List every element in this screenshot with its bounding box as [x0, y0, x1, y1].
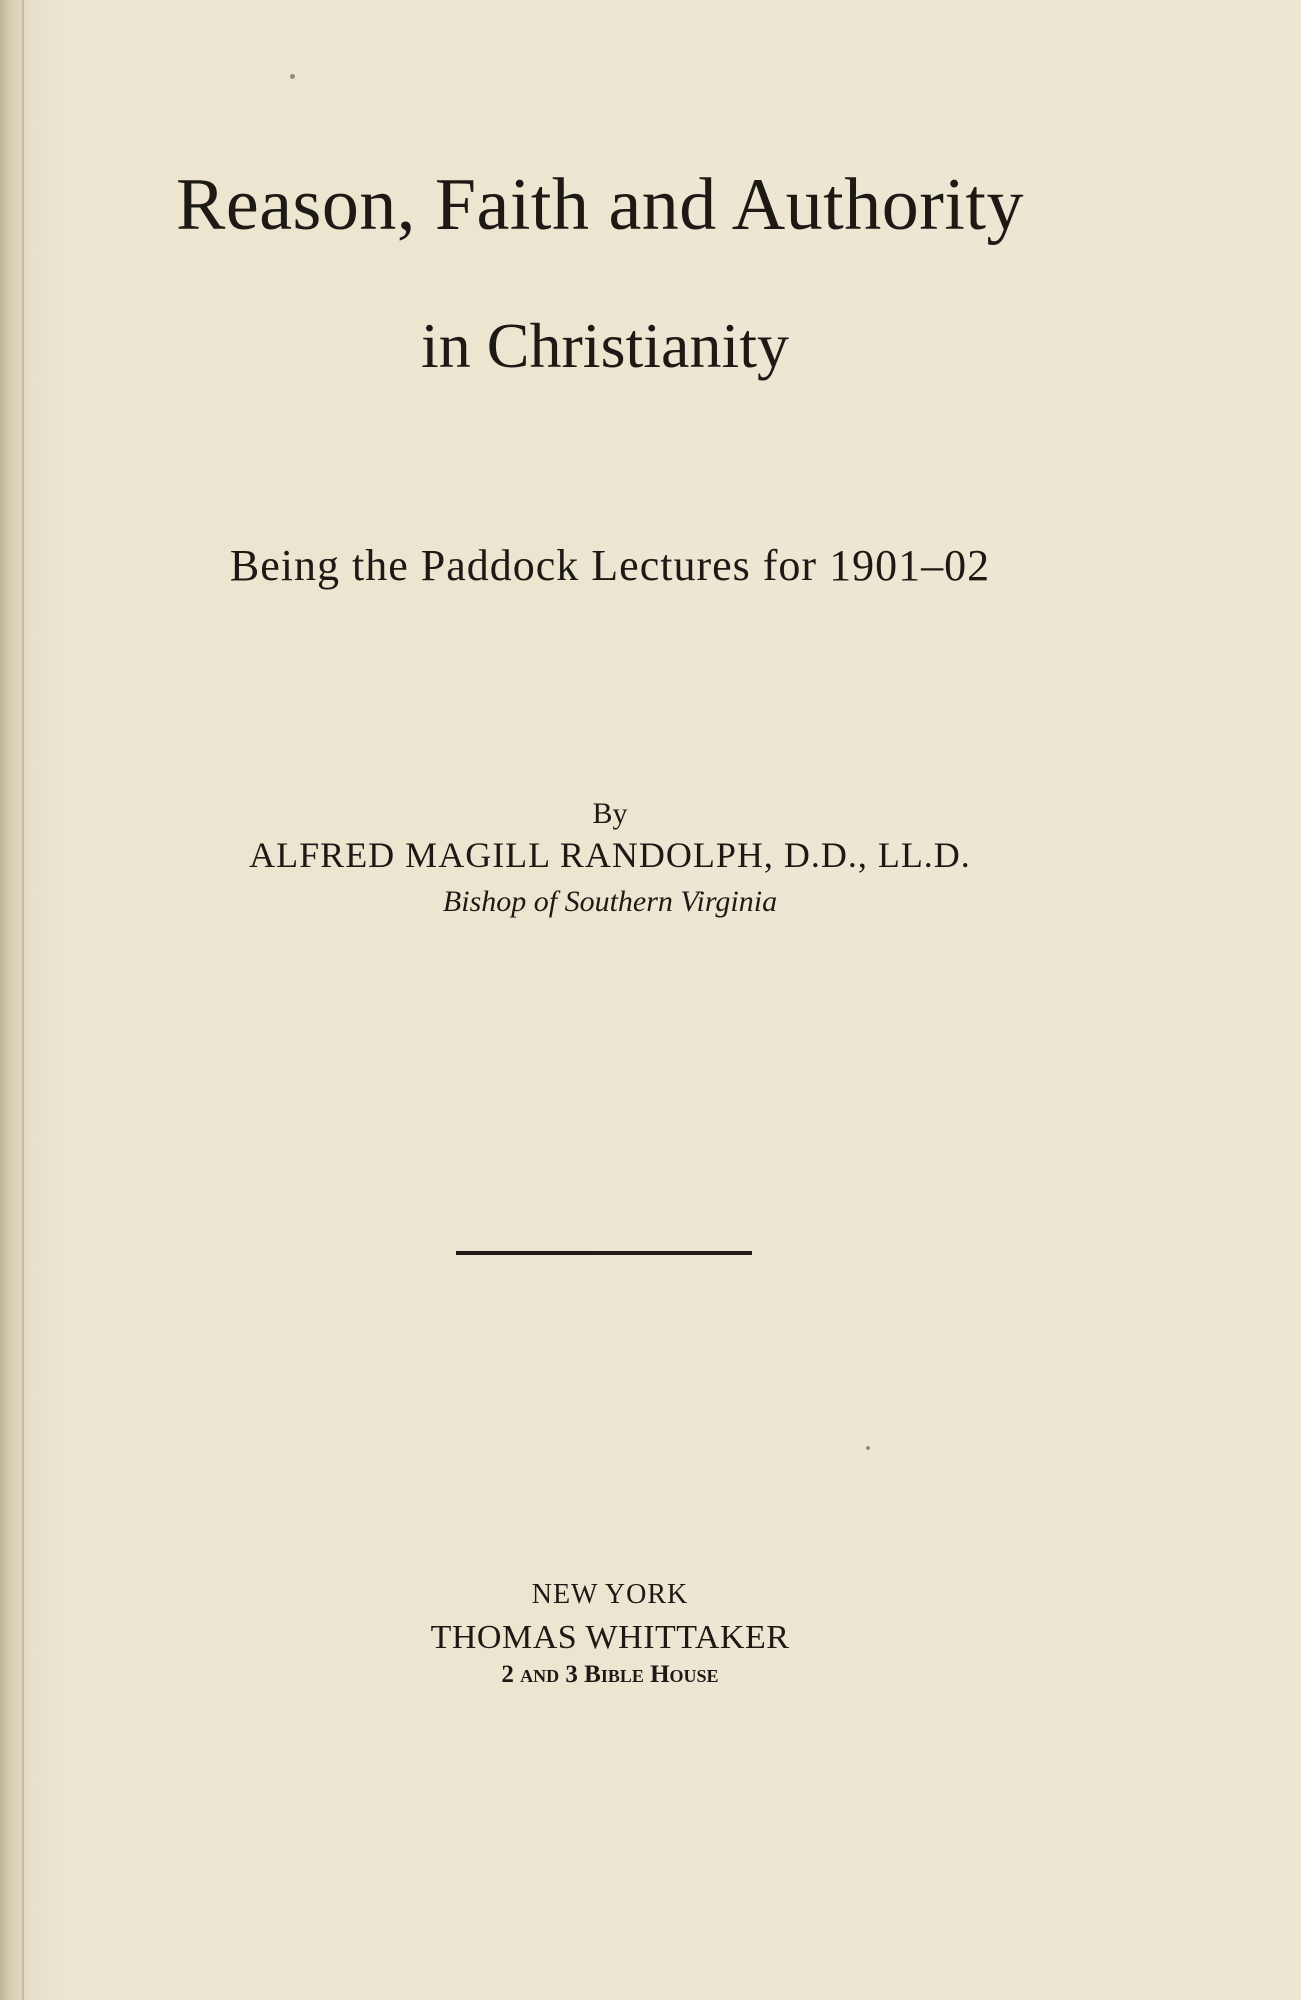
imprint-city: NEW YORK — [531, 1579, 689, 1610]
ink-speck — [290, 74, 295, 79]
page-gutter-shadow — [0, 0, 30, 2000]
imprint-publisher: THOMAS WHITTAKER — [430, 1619, 790, 1656]
by-label: By — [592, 797, 628, 830]
ink-speck — [866, 1446, 870, 1450]
author-title: Bishop of Southern Virginia — [442, 885, 778, 918]
page-fold-line — [22, 0, 24, 2000]
divider-rule — [456, 1251, 752, 1255]
book-title: Reason, Faith and Authority — [176, 164, 1024, 246]
book-subtitle: in Christianity — [421, 310, 789, 381]
author-name: ALFRED MAGILL RANDOLPH, D.D., LL.D. — [249, 835, 971, 875]
imprint-address: 2 and 3 Bible House — [501, 1661, 719, 1688]
series-note: Being the Paddock Lectures for 1901–02 — [229, 541, 991, 590]
